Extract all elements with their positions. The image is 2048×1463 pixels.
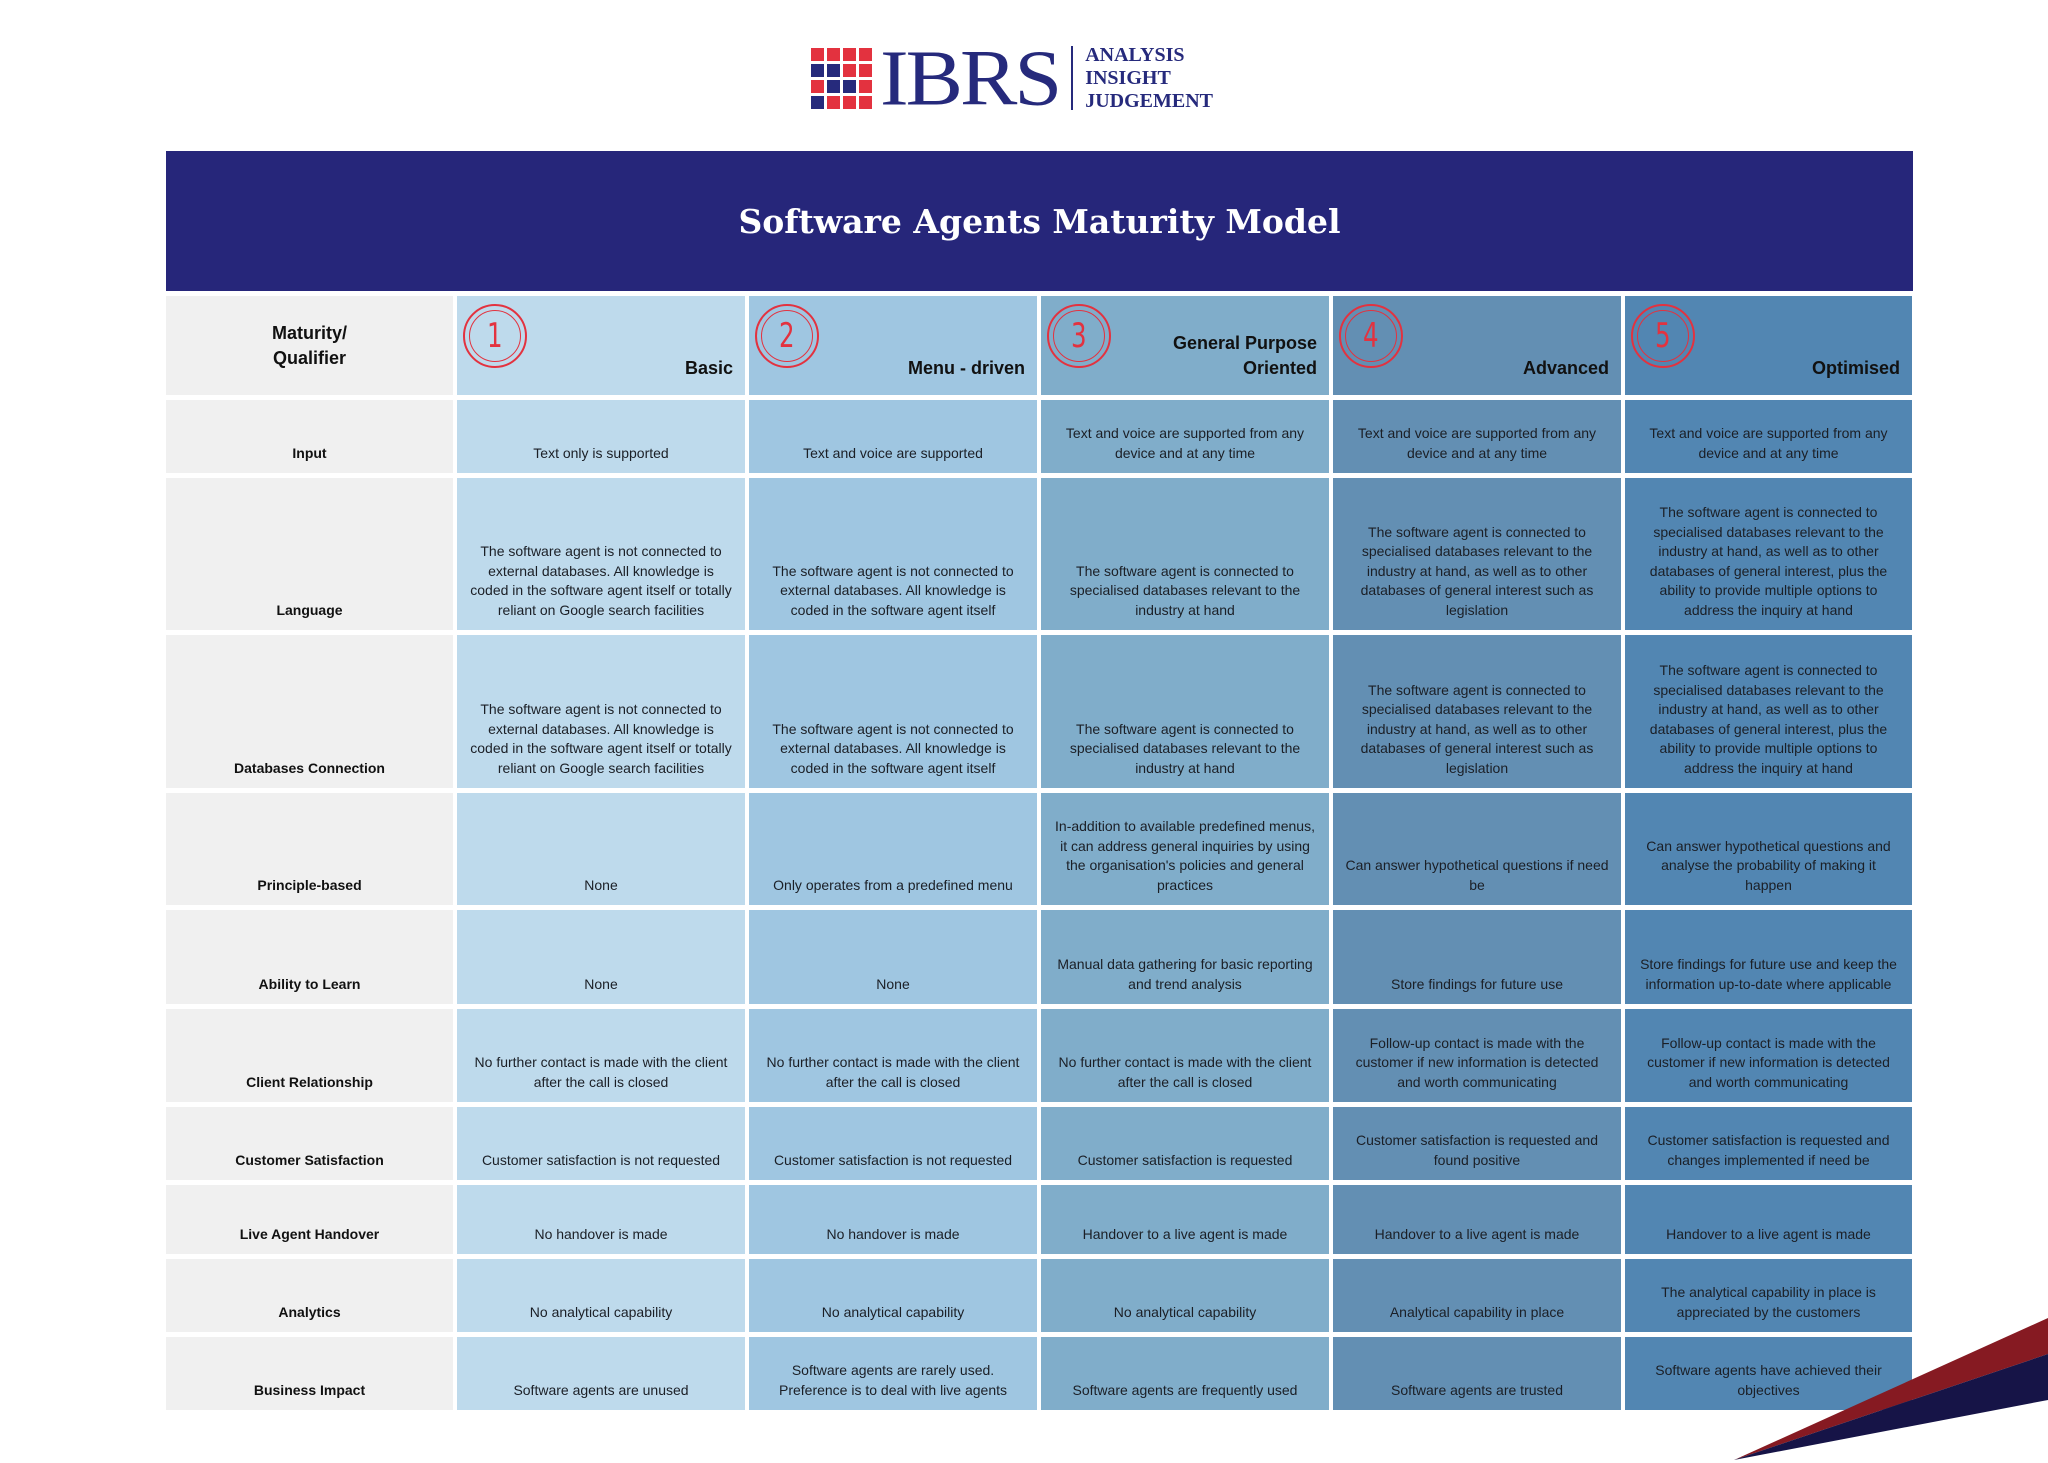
row-label-input: Input bbox=[166, 400, 453, 473]
table-cell: Manual data gathering for basic reporting and trend analysis bbox=[1041, 910, 1329, 1004]
row-label-ability-to-learn: Ability to Learn bbox=[166, 910, 453, 1004]
level-number: 4 bbox=[1363, 315, 1379, 356]
row-label-principle-based: Principle-based bbox=[166, 793, 453, 905]
level-number: 1 bbox=[487, 315, 503, 356]
table-cell: The software agent is connected to specialised databases relevant to the industry at hand, as well as to other databases of general interest, plus the ability to provide multiple options to address the inquiry at hand bbox=[1625, 635, 1912, 788]
table-cell: None bbox=[457, 793, 745, 905]
table-cell: Customer satisfaction is not requested bbox=[749, 1107, 1037, 1180]
row-label-live-agent-handover: Live Agent Handover bbox=[166, 1185, 453, 1254]
table-cell: No analytical capability bbox=[749, 1259, 1037, 1332]
table-cell: Store findings for future use bbox=[1333, 910, 1621, 1004]
table-cell: Handover to a live agent is made bbox=[1625, 1185, 1912, 1254]
table-cell: Software agents are frequently used bbox=[1041, 1337, 1329, 1410]
table-cell: The analytical capability in place is appreciated by the customers bbox=[1625, 1259, 1912, 1332]
tagline-insight: INSIGHT bbox=[1085, 66, 1171, 89]
table-cell: The software agent is connected to specialised databases relevant to the industry at hand, as well as to other databases of general interest such as legislation bbox=[1333, 635, 1621, 788]
table-cell: The software agent is connected to specialised databases relevant to the industry at hand, as well as to other databases of general interest, plus the ability to provide multiple options to address the inquiry at hand bbox=[1625, 478, 1912, 630]
level-name: Basic bbox=[684, 358, 733, 378]
qualifier-header-line: Maturity/ bbox=[271, 322, 347, 343]
table-cell: Software agents have achieved their objectives bbox=[1625, 1337, 1912, 1410]
table-cell: In-addition to available predefined menus, it can address general inquiries by using the organisation's policies and general practices bbox=[1041, 793, 1329, 905]
level-name: Optimised bbox=[1811, 358, 1900, 378]
table-cell: Customer satisfaction is requested and found positive bbox=[1333, 1107, 1621, 1180]
table-cell: Can answer hypothetical questions if need be bbox=[1333, 793, 1621, 905]
row-label-client-relationship: Client Relationship bbox=[166, 1009, 453, 1102]
table-cell: Software agents are trusted bbox=[1333, 1337, 1621, 1410]
level-number: 3 bbox=[1071, 315, 1087, 356]
table-cell: Software agents are unused bbox=[457, 1337, 745, 1410]
table-cell: Follow-up contact is made with the customer if new information is detected and worth communicating bbox=[1333, 1009, 1621, 1102]
level-name: Advanced bbox=[1522, 358, 1609, 378]
table-cell: Text and voice are supported from any device and at any time bbox=[1625, 400, 1912, 473]
level-number: 5 bbox=[1655, 315, 1671, 356]
table-cell: No further contact is made with the client after the call is closed bbox=[457, 1009, 745, 1102]
table-cell: Handover to a live agent is made bbox=[1041, 1185, 1329, 1254]
row-label-analytics: Analytics bbox=[166, 1259, 453, 1332]
table-cell: Can answer hypothetical questions and analyse the probability of making it happen bbox=[1625, 793, 1912, 905]
table-cell: Software agents are rarely used. Preference is to deal with live agents bbox=[749, 1337, 1037, 1410]
level-name: Menu - driven bbox=[907, 358, 1025, 378]
table-cell: The software agent is not connected to external databases. All knowledge is coded in the software agent itself bbox=[749, 635, 1037, 788]
table-cell: None bbox=[457, 910, 745, 1004]
table-cell: The software agent is connected to specialised databases relevant to the industry at hand bbox=[1041, 478, 1329, 630]
table-cell: Handover to a live agent is made bbox=[1333, 1185, 1621, 1254]
table-cell: Store findings for future use and keep the information up-to-date where applicable bbox=[1625, 910, 1912, 1004]
level-number: 2 bbox=[779, 315, 795, 356]
table-cell: Follow-up contact is made with the customer if new information is detected and worth communicating bbox=[1625, 1009, 1912, 1102]
table-cell: Customer satisfaction is requested and changes implemented if need be bbox=[1625, 1107, 1912, 1180]
logo-wordmark: IBRS bbox=[880, 33, 1060, 123]
level-name: General Purpose Oriented bbox=[1172, 333, 1317, 378]
table-cell: The software agent is not connected to external databases. All knowledge is coded in the software agent itself bbox=[749, 478, 1037, 630]
table-cell: No handover is made bbox=[457, 1185, 745, 1254]
page-title: Software Agents Maturity Model bbox=[738, 201, 1341, 241]
table-cell: No handover is made bbox=[749, 1185, 1037, 1254]
table-cell: Text and voice are supported bbox=[749, 400, 1037, 473]
table-cell: The software agent is not connected to external databases. All knowledge is coded in the software agent itself or totally reliant on Google search facilities bbox=[457, 478, 745, 630]
table-cell: Customer satisfaction is requested bbox=[1041, 1107, 1329, 1180]
qualifier-header-line: Qualifier bbox=[272, 347, 346, 368]
table-cell: Text and voice are supported from any device and at any time bbox=[1333, 400, 1621, 473]
table-cell: Only operates from a predefined menu bbox=[749, 793, 1037, 905]
row-label-customer-satisfaction: Customer Satisfaction bbox=[166, 1107, 453, 1180]
row-label-databases-connection: Databases Connection bbox=[166, 635, 453, 788]
table-cell: Text and voice are supported from any device and at any time bbox=[1041, 400, 1329, 473]
table-cell: The software agent is connected to specialised databases relevant to the industry at hand bbox=[1041, 635, 1329, 788]
table-cell: No analytical capability bbox=[457, 1259, 745, 1332]
table-cell: Customer satisfaction is not requested bbox=[457, 1107, 745, 1180]
table-cell: Text only is supported bbox=[457, 400, 745, 473]
table-cell: The software agent is not connected to external databases. All knowledge is coded in the software agent itself or totally reliant on Google search facilities bbox=[457, 635, 745, 788]
table-cell: No further contact is made with the client after the call is closed bbox=[1041, 1009, 1329, 1102]
tagline-analysis: ANALYSIS bbox=[1085, 43, 1185, 66]
table-cell: No further contact is made with the client after the call is closed bbox=[749, 1009, 1037, 1102]
table-cell: None bbox=[749, 910, 1037, 1004]
table-cell: The software agent is connected to specialised databases relevant to the industry at hand, as well as to other databases of general interest such as legislation bbox=[1333, 478, 1621, 630]
table-cell: No analytical capability bbox=[1041, 1259, 1329, 1332]
row-label-language: Language bbox=[166, 478, 453, 630]
row-label-business-impact: Business Impact bbox=[166, 1337, 453, 1410]
table-cell: Analytical capability in place bbox=[1333, 1259, 1621, 1332]
tagline-judgement: JUDGEMENT bbox=[1085, 89, 1213, 112]
